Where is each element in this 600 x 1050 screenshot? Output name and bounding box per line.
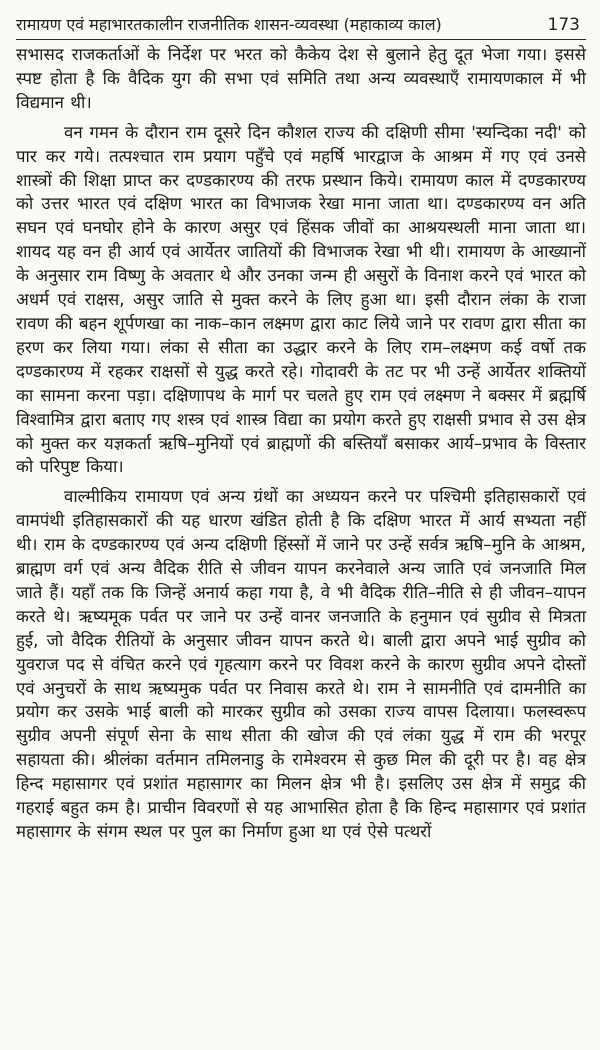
paragraph-vanvas: वन गमन के दौरान राम दूसरे दिन कौशल राज्य की दक्षिणी सीमा 'स्यन्दिका नदी' को पार कर गये। तत्पश्चात राम प्रयाग पहुँचे एवं महर्षि भारद्वाज के आश्रम में गए एवं उनसे शास्त्रों की शिक्षा प्राप्त कर दण्डकारण्य की तरफ प्रस्थान किये। रामायण काल में दण्डकारण्य को उत्तर भारत एवं दक्षिण भारत का विभाजक रेखा माना जाता था। दण्डकारण्य वन अति सघन एवं घनघोर होने के कारण असुर एवं हिंसक जीवों का आश्रयस्थली माना जाता था। शायद यह वन ही आर्य एवं आर्येतर जातियों की विभाजक रेखा भी थी। रामायण के आख्यानों के अनुसार राम विष्णु के अवतार थे और उनका जन्म ही असुरों के विनाश करने एवं भारत को अधर्म एवं राक्षस, असुर जाति से मुक्त करने के लिए हुआ था। इसी दौरान लंका के राजा रावण की बहन शूर्पणखा का नाक–कान लक्ष्मण द्वारा काट लिये जाने पर रावण द्वारा सीता का हरण कर लिया गया। लंका से सीता का उद्धार करने के लिए राम–लक्ष्मण कई वर्षो तक दण्डकारण्य में रहकर राक्षसों से युद्ध करते रहे। गोदावरी के तट पर भी उन्हें आर्येतर शक्तियों का सामना करना पड़ा। दक्षिणापथ के मार्ग पर चलते हुए राम एवं लक्ष्मण ने बक्सर में ब्रह्मर्षि विश्वामित्र द्वारा बताए गए शस्त्र एवं शास्त्र विद्या का प्रयोग करते हुए राक्षसी प्रभाव से उस क्षेत्र को मुक्त कर यज्ञकर्ता ऋषि–मुनियों एवं ब्राह्मणों की बस्तियाँ बसाकर आर्य–प्रभाव के विस्तार को परिपुष्ट किया।: [16, 121, 586, 477]
page-number: 173: [547, 15, 580, 35]
running-head: रामायण एवं महाभारतकालीन राजनीतिक शासन-व्यवस्था (महाकाव्य काल): [16, 15, 442, 34]
page-body: [16, 40, 586, 844]
page-header: [16, 0, 586, 40]
paragraph-valmiki: वाल्मीकिय रामायण एवं अन्य ग्रंथों का अध्ययन करने पर पश्चिमी इतिहासकारों एवं वामपंथी इतिहासकारों की यह धारण खंडित होती है कि दक्षिण भारत में आर्य सभ्यता नहीं थी। राम के दण्डकारण्य एवं अन्य दक्षिणी हिंस्सों में जाने पर उन्हें सर्वत्र ऋषि–मुनि के आश्रम, ब्राह्मण वर्ग एवं अन्य वैदिक रीति से जीवन यापन करनेवाले अन्य जाति एवं जनजाति मिल जाते हैं। यहाँ तक कि जिन्हें अनार्य कहा गया है, वे भी वैदिक रीति–नीति से ही जीवन–यापन करते थे। ऋष्यमूक पर्वत पर जाने पर उन्हें वानर जनजाति के हनुमान एवं सुग्रीव से मित्रता हुई, जो वैदिक रीतियों के अनुसार जीवन यापन करते थे। बाली द्वारा अपने भाई सुग्रीव को युवराज पद से वंचित करने एवं गृहत्याग करने पर विवश करने के कारण सुग्रीव अपने दोस्तों एवं अनुचरों के साथ ऋष्यमुक पर्वत पर निवास करते थे। राम ने सामनीति एवं दामनीति का प्रयोग कर उसके भाई बाली को मारकर सुग्रीव को उसका राज्य वापस दिलाया। फलस्वरूप सुग्रीव अपनी संपूर्ण सेना के साथ सीता की खोज की एवं लंका युद्ध में राम की भरपूर सहायता की। श्रीलंका वर्तमान तमिलनाडु के रामेश्वरम से कुछ मिल की दूरी पर है। वह क्षेत्र हिन्द महासागर एवं प्रशांत महासागर का मिलन क्षेत्र भी है। इसलिए उस क्षेत्र में समुद्र की गहराई बहुत कम है। प्राचीन विवरणों से यह आभासित होता है कि हिन्द महासागर एवं प्रशांत महासागर के संगम स्थल पर पुल का निर्माण हुआ था एवं ऐसे पत्थरों: [16, 486, 586, 841]
paragraph-continuation: सभासद राजकर्ताओं के निर्देश पर भरत को कैकेय देश से बुलाने हेतु दूत भेजा गया। इससे स्पष्ट होता है कि वैदिक युग की सभा एवं समिति तथा अन्य व्यवस्थाएँ रामायणकाल में भी विद्यमान थी।: [16, 44, 586, 112]
